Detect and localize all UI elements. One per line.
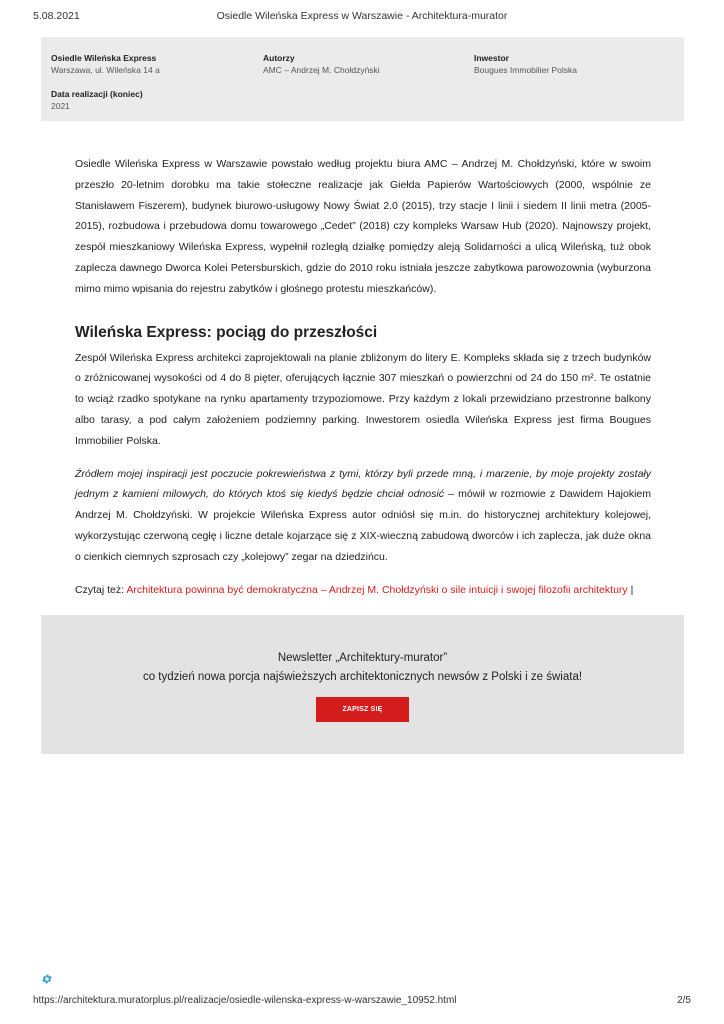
info-date-value: 2021	[51, 101, 70, 111]
info-authors	[263, 52, 380, 76]
newsletter-subtitle: co tydzień nowa porcja najświeższych architektonicznych newsów z Polski i ze świata!	[142, 671, 583, 683]
read-more-label: Czytaj też:	[75, 583, 127, 596]
info-project	[51, 52, 160, 76]
read-more-link[interactable]: Architektura powinna być demokratyczna – Andrzej M. Chołdzyński o sile intuicji i swojej filozofii architektury	[126, 583, 628, 596]
info-authors-value: AMC – Andrzej M. Chołdzyński	[263, 65, 380, 75]
read-more-separator: |	[627, 583, 634, 596]
info-authors-label: Autorzy	[263, 53, 295, 63]
info-project-value: Warszawa, ul. Wileńska 14 a	[51, 65, 160, 75]
print-header	[33, 10, 691, 24]
article-quote: Źródłem mojej inspiracji jest poczucie pokrewieństwa z tymi, którzy byli przede mną, i marzenie, by moje projekty zostały jednym z kamieni milowych, do których ktoś się kiedyś będzie chciał odnosić	[75, 467, 651, 501]
article-body	[75, 154, 651, 600]
info-date-label: Data realizacji (koniec)	[51, 89, 143, 99]
newsletter-box	[41, 615, 684, 754]
print-footer	[33, 995, 691, 1009]
article-quote-paragraph	[75, 464, 651, 568]
info-date	[51, 88, 143, 112]
info-investor	[474, 52, 577, 76]
article-heading: Wileńska Express: pociąg do przeszłości	[75, 323, 378, 341]
article-intro: Osiedle Wileńska Express w Warszawie powstało według projektu biura AMC – Andrzej M. Chołdzyński, które w swoim przeszło 20-letnim dorobku ma takie stołeczne realizacje jak Giełda Papierów Wartościowych (2000, wspólnie ze Stanisławem Fiszerem), budynek biurowo-usługowy Nowy Świat 2.0 (2015), trzy stacje I linii i siedem II linii metra (2005-2015), rozbudowa i przebudowa domu towarowego „Cedet” (2018) czy kompleks Warsaw Hub (2020). Najnowszy projekt, zespół mieszkaniowy Wileńska Express, wypełnił rozległą działkę pomiędzy aleją Solidarności a ulicą Wileńską, tuż obok zaplecza dawnego Dworca Kolei Petersburskich, gdzie do 2010 roku istniała jeszcze zabytkowa parowozownia (wyburzona mimo mimo wpisania do rejestru zabytków i głośnego protestu mieszkańców).	[75, 158, 651, 295]
info-investor-label: Inwestor	[474, 53, 509, 63]
print-page-number: 2/5	[677, 995, 691, 1006]
newsletter-title: Newsletter „Architektury-murator”	[277, 652, 448, 664]
info-investor-value: Bougues Immobilier Polska	[474, 65, 577, 75]
print-page-title: Osiedle Wileńska Express w Warszawie - Architektura-murator	[216, 10, 508, 22]
print-date: 5.08.2021	[33, 10, 80, 22]
subscribe-button[interactable]: ZAPISZ SIĘ	[316, 697, 409, 722]
gear-icon[interactable]	[41, 972, 53, 984]
article-paragraph: Zespół Wileńska Express architekci zaprojektowali na planie zbliżonym do litery E. Kompleks składa się z trzech budynków o zróżnicowanej wysokości od 4 do 8 pięter, oferujących łącznie 307 mieszkań o powierzchni od 24 do 150 m². Te ostatnie to wciąż rzadko spotykane na rynku apartamenty trzypoziomowe. Przy każdym z lokali przewidziano przestronne balkony albo tarasy, a pod całym założeniem podziemny parking. Inwestorem osiedla Wileńska Express jest firma Bougues Immobilier Polska.	[75, 351, 651, 447]
project-info-box	[41, 37, 684, 121]
print-url: https://architektura.muratorplus.pl/realizacje/osiedle-wilenska-express-w-warszawie_10952.html	[33, 995, 457, 1006]
read-more	[75, 580, 651, 601]
article-quote-rest: – mówił w rozmowie z Dawidem Hajokiem Andrzej M. Chołdzyński. W projekcie Wileńska Express autor odniósł się m.in. do historycznej architektury kolejowej, wykorzystując czerwoną cegłę i liczne detale kojarzące się z XIX-wieczną zabudową dworców i ich zaplecza, jak duże okna o cienkich ciemnych szprosach czy „kolejowy” zegar na dziedzińcu.	[75, 488, 652, 563]
info-project-label: Osiedle Wileńska Express	[51, 53, 157, 63]
